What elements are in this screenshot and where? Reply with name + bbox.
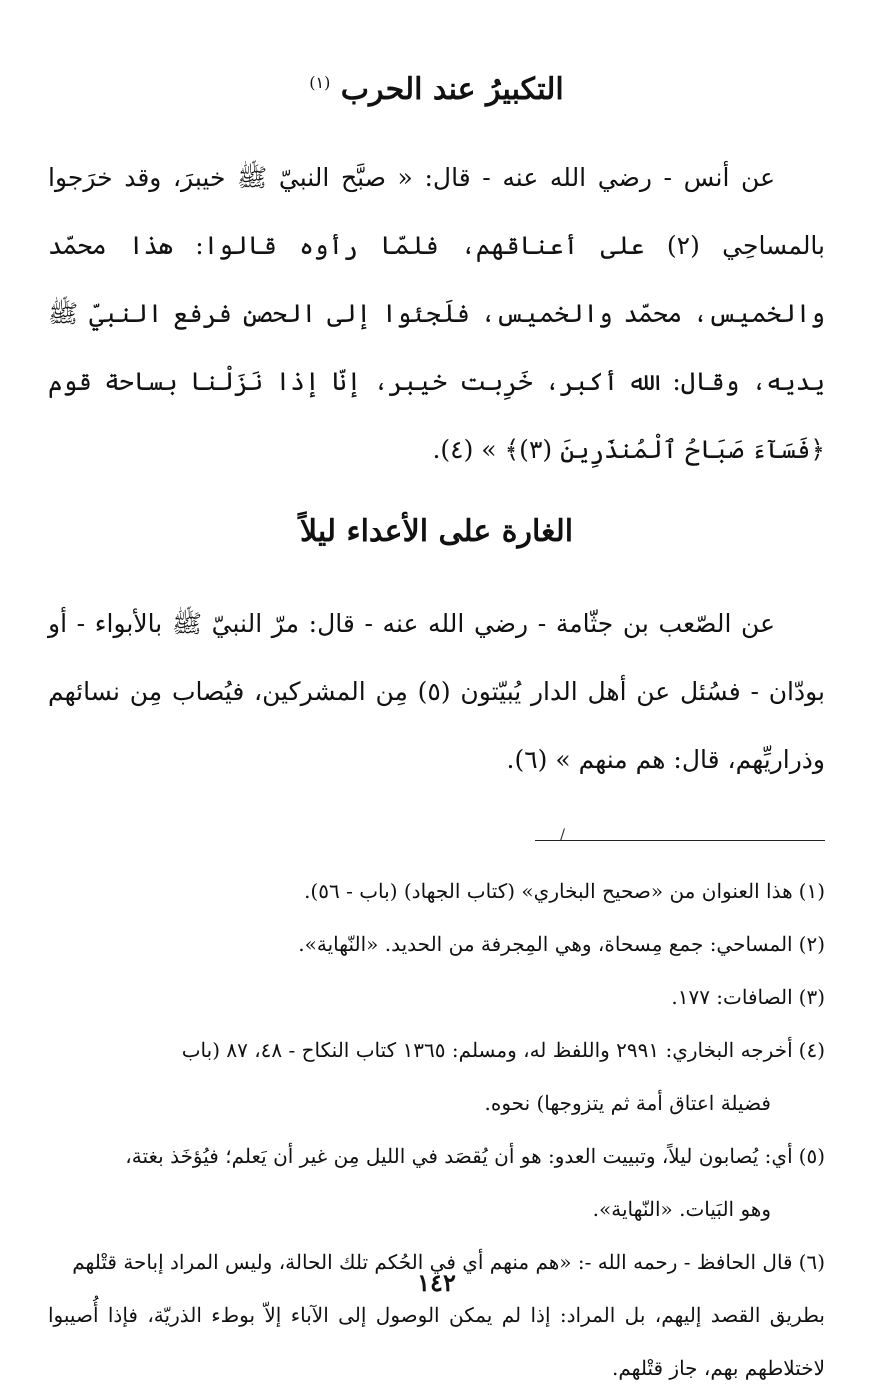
footnote-number: (٤)	[798, 1038, 825, 1062]
footnote-item	[48, 971, 825, 1024]
footnote-item	[48, 1130, 825, 1183]
hadith-paragraph-anas: عن أنس - رضي الله عنه - قال: « صبَّح النبيّ ﷺ خيبرَ، وقد خرَجوا بالمساحِي (٢) على أعناقهم، فلمّا رأوه قالوا: هذا محمّد والخميس، محمّد والخميس، فلَجئوا إلى الحصن فرفع النبيّ ﷺ يديه، وقال: الله أكبر، خَرِبت خيبر، إنّا إذا نَزَلْنا بساحة قوم ﴿فَسَآءَ صَبَاحُ ٱلْمُنذَرِينَ (٣)﴾ » (٤).	[48, 163, 826, 464]
book-page	[48, 64, 826, 1380]
footnote-continuation: فضيلة اعتاق أمة ثم يتزوجها) نحوه.	[484, 1091, 771, 1115]
footnote-continuation: بطريق القصد إليهم، بل المراد: إذا لم يمكن الوصول إلى الآباء إلاّ بوطء الذريّة، فإذا أُصيبوا لاختلاطهم بهم، جاز قتْلهم.	[48, 1303, 825, 1380]
footnote-text: المساحي: جمع مِسحاة، وهي المِجرفة من الحديد. «النّهاية».	[298, 932, 793, 956]
section-heading-night-raid: الغارة على الأعداء ليلاً	[299, 514, 574, 549]
footnote-item	[48, 918, 825, 971]
footnote-text: أخرجه البخاري: ٢٩٩١ واللفظ له، ومسلم: ١٣٦٥ كتاب النكاح - ٤٨، ٨٧ (باب	[181, 1038, 793, 1062]
page-number: ١٤٢	[417, 1268, 456, 1297]
footnote-item	[48, 1024, 825, 1077]
heading-footnote-ref: (١)	[309, 73, 331, 92]
footnotes-section	[48, 865, 825, 1395]
footnote-continuation: وهو البَيات. «النّهاية».	[592, 1197, 771, 1221]
footnote-number: (٥)	[798, 1144, 825, 1168]
footnote-number: (٣)	[798, 985, 825, 1009]
footnote-item	[48, 865, 825, 918]
footnote-number: (٢)	[798, 932, 825, 956]
hadith-paragraph-saab: عن الصّعب بن جثّامة - رضي الله عنه - قال: مرّ النبيّ ﷺ بالأبواء - أو بودّان - فسُئل عن أهل الدار يُبيّتون (٥) مِن المشركين، فيُصاب مِن نسائهم وذراريِّهم، قال: هم منهم » (٦).	[48, 609, 826, 774]
footnote-divider	[535, 827, 825, 843]
divider-mark: /	[560, 827, 565, 843]
heading-title: التكبيرُ عند الحرب	[340, 72, 564, 107]
footnote-text: الصافات: ١٧٧.	[671, 985, 793, 1009]
footnote-text: أي: يُصابون ليلاً، وتبييت العدو: هو أن يُقصَد في الليل مِن غير أن يَعلم؛ فيُؤخَذ بغتة،	[125, 1144, 793, 1168]
section-heading-takbir	[48, 72, 825, 108]
footnote-text: قال الحافظ - رحمه الله -: «هم منهم أي في الحُكم تلك الحالة، وليس المراد إباحة قتْلهم	[72, 1250, 793, 1274]
footnote-number: (٦)	[798, 1250, 825, 1274]
footnote-text: هذا العنوان من «صحيح البخاري» (كتاب الجهاد) (باب - ٥٦).	[304, 879, 793, 903]
footnote-number: (١)	[798, 879, 825, 903]
